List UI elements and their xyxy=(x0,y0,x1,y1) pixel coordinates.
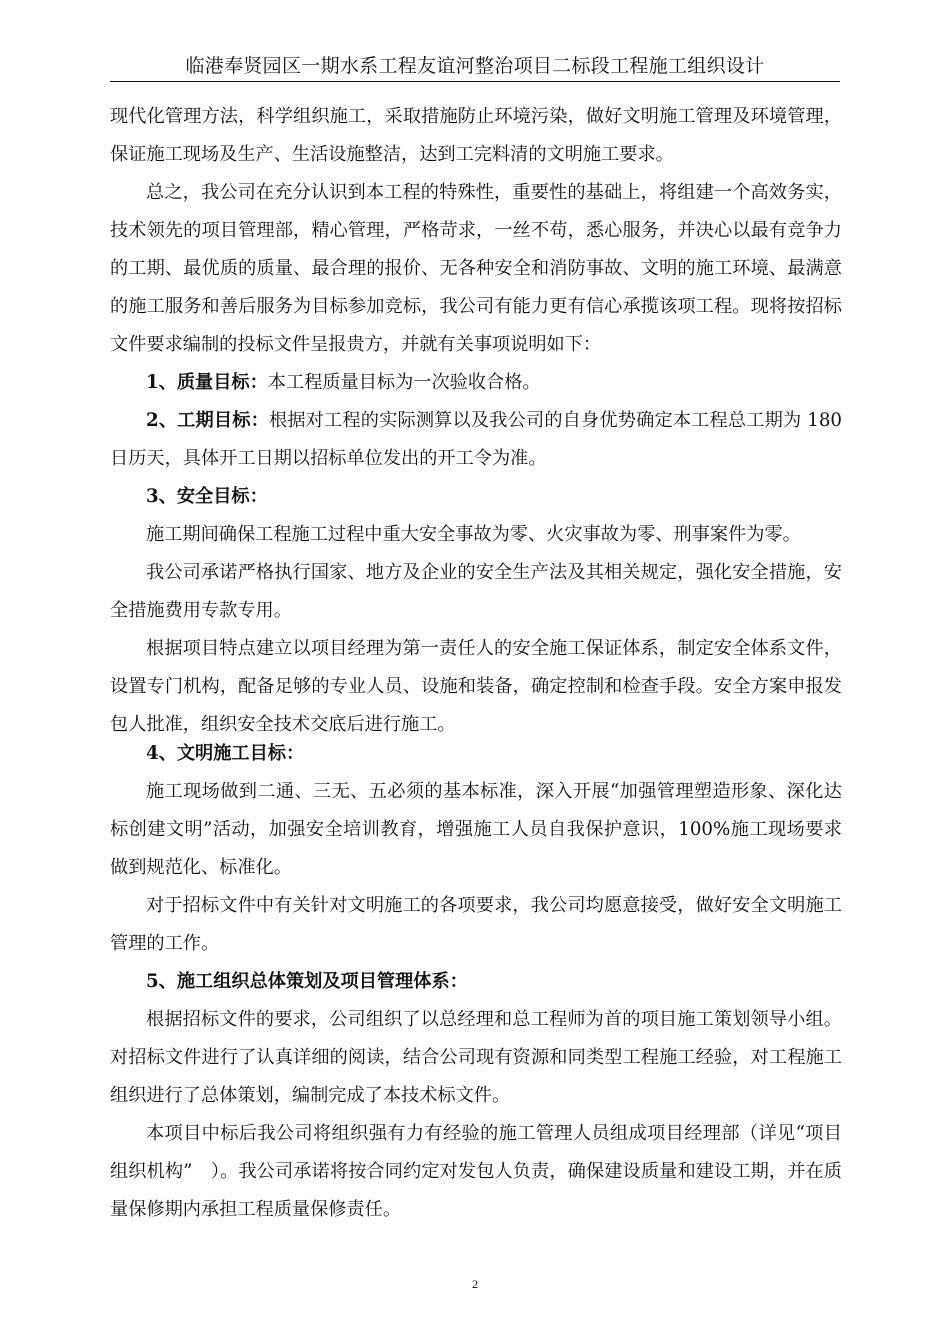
quality-goal xyxy=(110,364,842,402)
section-label: 3、安全目标： xyxy=(146,486,268,507)
schedule-goal xyxy=(110,402,842,478)
paragraph-text: 对于招标文件中有关针对文明施工的各项要求，我公司均愿意接受，做好安全文明施工管理的工作。 xyxy=(110,895,842,954)
paragraph-text: 根据项目特点建立以项目经理为第一责任人的安全施工保证体系，制定安全体系文件，设置专门机构，配备足够的专业人员、设施和装备，确定控制和检查手段。安全方案申报发包人批准，组织安全技术交底后进行施工。 xyxy=(110,638,842,735)
paragraph-text: 根据对工程的实际测算以及我公司的自身优势确定本工程总工期为 180 日历天，具体开工日期以招标单位发出的开工令为准。 xyxy=(110,410,842,469)
paragraph-text: 现代化管理方法，科学组织施工，采取措施防止环境污染，做好文明施工管理及环境管理，保证施工现场及生产、生活设施整洁，达到工完料清的文明施工要求。 xyxy=(110,106,842,165)
paragraph-text: 施工现场做到二通、三无、五必须的基本标准，深入开展“加强管理塑造形象、深化达标创建文明”活动，加强安全培训教育，增强施工人员自我保护意识，100%施工现场要求做到规范化、标准化。 xyxy=(110,781,842,878)
paragraph-text-block xyxy=(110,516,842,554)
paragraph-summary xyxy=(110,174,842,364)
page-number: 2 xyxy=(472,1277,478,1291)
section-label: 4、文明施工目标： xyxy=(146,743,305,764)
paragraph-text: 总之，我公司在充分认识到本工程的特殊性，重要性的基础上，将组建一个高效务实，技术领先的项目管理部，精心管理，严格苛求，一丝不苟，悉心服务，并决心以最有竞争力的工期、最优质的质量、最合理的报价、无各种安全和消防事故、文明的施工环境、最满意的施工服务和善后服务为目标参加竞标，我公司有能力更有信心承揽该项工程。现将按招标文件要求编制的投标文件呈报贵方，并就有关事项说明如下： xyxy=(110,182,842,355)
paragraph-continuation xyxy=(110,98,842,174)
paragraph-text: 本项目中标后我公司将组织强有力有经验的施工管理人员组成项目经理部（详见“项目组织机构” ）。我公司承诺将按合同约定对发包人负责，确保建设质量和建设工期，并在质量保修期内承担工程质量保修责任。 xyxy=(110,1123,842,1220)
paragraph-text: 施工期间确保工程施工过程中重大安全事故为零、火灾事故为零、刑事案件为零。 xyxy=(146,524,801,545)
paragraph-text: 我公司承诺严格执行国家、地方及企业的安全生产法及其相关规定，强化安全措施，安全措施费用专款专用。 xyxy=(110,562,842,621)
paragraph-text-block xyxy=(110,1001,842,1115)
page-header-title: 临港奉贤园区一期水系工程友谊河整治项目二标段工程施工组织设计 xyxy=(185,55,765,77)
organization-planning-heading xyxy=(110,963,842,1001)
civilized-construction-heading xyxy=(110,735,842,773)
paragraph-text-block xyxy=(110,773,842,887)
section-label: 5、施工组织总体策划及项目管理体系： xyxy=(146,971,468,992)
section-label: 1、质量目标： xyxy=(146,372,268,393)
paragraph-text-block xyxy=(110,1115,842,1229)
section-label: 2、工期目标： xyxy=(146,410,269,431)
paragraph-text: 本工程质量目标为一次验收合格。 xyxy=(267,372,541,393)
paragraph-text-block xyxy=(110,887,842,963)
safety-goal-heading xyxy=(110,478,842,516)
header-divider xyxy=(110,81,840,82)
paragraph-text-block xyxy=(110,554,842,630)
paragraph-text: 根据招标文件的要求，公司组织了以总经理和总工程师为首的项目施工策划领导小组。对招标文件进行了认真详细的阅读，结合公司现有资源和同类型工程施工经验，对工程施工组织进行了总体策划，编制完成了本技术标文件。 xyxy=(110,1009,842,1106)
paragraph-text-block xyxy=(110,630,842,744)
